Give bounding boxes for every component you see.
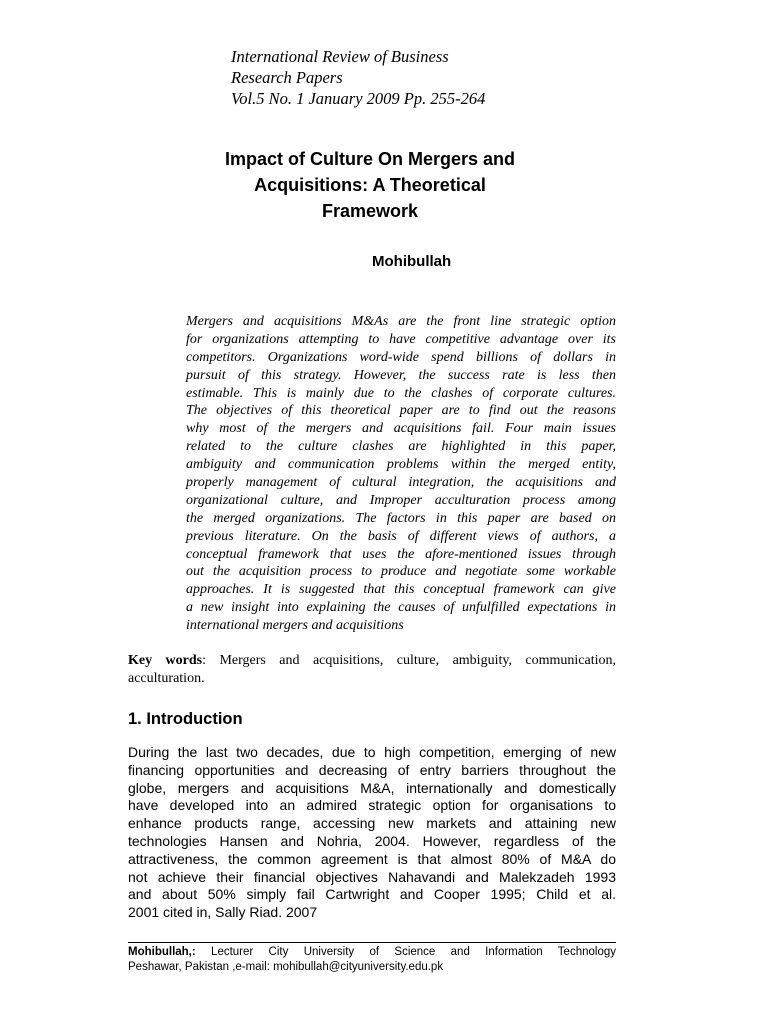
journal-header — [231, 46, 485, 109]
footnote-author-name: Mohibullah,: — [128, 946, 196, 958]
paragraph-line: During the last two decades, due to high competition, emerging of new — [128, 744, 616, 760]
abstract-line: organizational culture, and Improper acculturation process among — [186, 492, 616, 508]
abstract-line: properly management of cultural integration, the acquisitions and — [186, 475, 616, 491]
paragraph-line: financing opportunities and decreasing of entry barriers throughout the — [128, 761, 616, 778]
journal-name-line-1: International Review of Business — [231, 47, 449, 66]
abstract-line: international mergers and acquisitions — [186, 618, 404, 634]
footnote-line-2: Peshawar, Pakistan ,e-mail: mohibullah@cityuniversity.edu.pk — [128, 960, 444, 973]
title-line-1: Impact of Culture On Mergers and — [224, 149, 516, 169]
paragraph-line: have developed into an admired strategic option for organisations to — [128, 797, 616, 814]
footnote-line-1 — [128, 945, 616, 960]
abstract-line: approaches. It is suggested that this conceptual framework can give — [186, 582, 616, 598]
journal-name-line-2: Research Papers — [231, 68, 343, 87]
abstract — [186, 313, 616, 635]
abstract-line: ambiguity and communication problems within the merged entity, — [186, 457, 616, 473]
paper-title — [160, 146, 580, 224]
keywords-line-2: acculturation. — [128, 671, 205, 686]
paragraph-line: attractiveness, the common agreement is that almost 80% of M&A do — [128, 850, 616, 867]
abstract-line: a new insight into explaining the causes of unfulfilled expectations in — [186, 600, 616, 616]
abstract-line: related to the culture clashes are highlighted in this paper, — [186, 439, 616, 455]
section-heading-introduction: 1. Introduction — [128, 710, 243, 728]
footnote-affiliation: Lecturer City University of Science and Information Technology — [195, 946, 616, 958]
keywords-line-1 — [128, 652, 616, 670]
paragraph-line: and about 50% simply fail Cartwright and Cooper 1995; Child et al. — [128, 886, 616, 903]
abstract-line: the merged organizations. The factors in this paper are based on — [186, 510, 616, 526]
abstract-line: previous literature. On the basis of different views of authors, a — [186, 528, 616, 544]
abstract-line: conceptual framework that uses the afore-mentioned issues through — [186, 546, 616, 562]
abstract-line: Mergers and acquisitions M&As are the front line strategic option — [186, 314, 616, 329]
abstract-line: pursuit of this strategy. However, the success rate is less then — [186, 367, 616, 383]
keywords-label: Key words — [128, 653, 203, 668]
paragraph-line: technologies Hansen and Nohria, 2004. However, regardless of the — [128, 832, 616, 849]
author-footnote — [128, 945, 616, 974]
paragraph-line: globe, mergers and acquisitions M&A, internationally and domestically — [128, 779, 616, 796]
keywords — [128, 652, 616, 688]
abstract-line: for organizations attempting to have competitive advantage over its — [186, 331, 616, 347]
introduction-paragraph — [128, 744, 616, 922]
keywords-text: : Mergers and acquisitions, culture, ambiguity, communication, — [202, 653, 616, 668]
footnote-divider — [128, 942, 616, 943]
paragraph-line: enhance products range, accessing new markets and attaining new — [128, 815, 616, 832]
author-name: Mohibullah — [372, 253, 452, 270]
abstract-line: The objectives of this theoretical paper are to find out the reasons — [186, 403, 616, 419]
paragraph-line: 2001 cited in, Sally Riad. 2007 — [128, 904, 318, 921]
abstract-line: competitors. Organizations word-wide spend billions of dollars in — [186, 349, 616, 365]
abstract-line: estimable. This is mainly due to the clashes of corporate cultures. — [186, 385, 616, 401]
paragraph-line: not achieve their financial objectives Nahavandi and Malekzadeh 1993 — [128, 868, 616, 885]
title-line-2: Acquisitions: A Theoretical — [254, 175, 486, 195]
abstract-line: why most of the mergers and acquisitions fail. Four main issues — [186, 421, 616, 437]
abstract-line: out the acquisition process to produce and negotiate some workable — [186, 564, 616, 580]
journal-volume-line: Vol.5 No. 1 January 2009 Pp. 255-264 — [231, 89, 486, 108]
title-line-3: Framework — [321, 201, 419, 221]
